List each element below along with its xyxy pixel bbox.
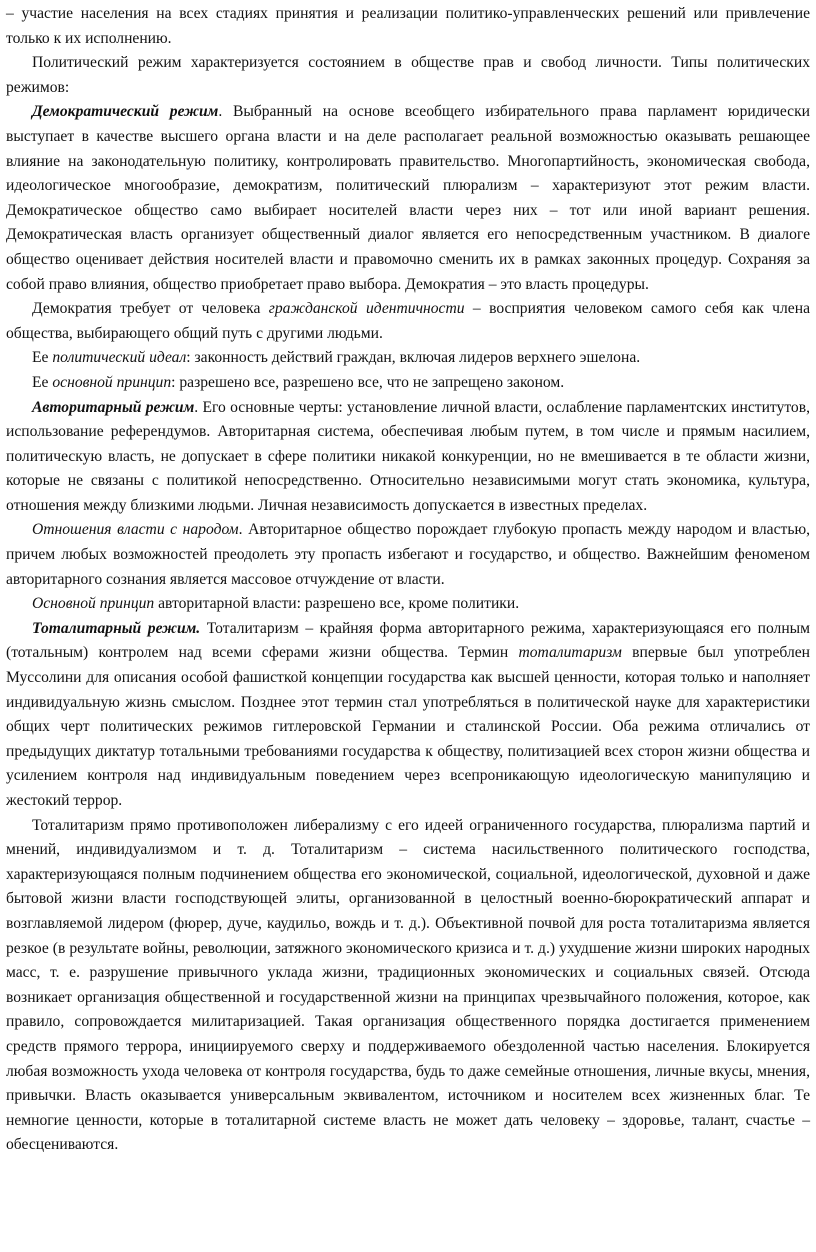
paragraph-p8	[6, 518, 810, 592]
body-text: Политический режим характеризуется состоянием в обществе прав и свобод личности. Типы политических режимов:	[6, 54, 810, 96]
body-text: – участие населения на всех стадиях принятия и реализации политико-управленческих решений или привлечение только к их исполнению.	[6, 5, 810, 47]
paragraph-p5	[6, 346, 810, 371]
section-heading: Тоталитарный режим.	[32, 619, 201, 637]
body-text: Тоталитаризм прямо противоположен либерализму с его идеей ограниченного государства, плюрализма партий и мнений, индивидуализмом и т. д. Тоталитаризм – система насильственного политического господства, характеризующаяся полным подчинением общества его экономической, социальной, идеологической, духовной и даже бытовой жизни власти господствующей элиты, организованной в целостный военно-бюрократический аппарат и возглавляемой лидером (фюрер, дуче, каудильо, вождь и т. д.). Объективной почвой для роста тоталитаризма является резкое (в результате войны, революции, затяжного экономического кризиса и т. д.) ухудшение жизни широких народных масс, т. е. разрушение привычного уклада жизни, традиционных экономических и социальных связей. Отсюда возникает организация общественной и государственной жизни на принципах чрезвычайного положения, которое, как правило, сопровождается милитаризацией. Такая организация общественного порядка достигается применением средств прямого террора, инициируемого сверху и поддерживаемого обездоленной частью населения. Блокируется любая возможность ухода человека от контроля государства, будь то даже семейные отношения, личные вкусы, мнения, привычки. Власть оказывается универсальным эквивалентом, источником и носителем всех жизненных благ. Те немногие ценности, которые в тоталитарной системе власть не может дать человеку – здоровье, талант, счастье – обесцениваются.	[6, 816, 810, 1154]
body-text: . Выбранный на основе всеобщего избирательного права парламент юридически выступает в качестве высшего органа власти и на деле располагает реальной возможностью оказывать решающее влияние на законодательную политику, контролировать правительство. Многопартийность, экономическая свобода, идеологическое многообразие, демократизм, политический плюрализм – характеризуют этот режим власти. Демократическое общество само выбирает носителей власти через них – тот или иной вариант решения. Демократическая власть организует общественный диалог является его непосредственным участником. В диалоге общество оценивает действия носителей власти и правомочно сменить их в рамках законных процедур. Сохраняя за собой право влияния, общество приобретает право выбора. Демократия – это власть процедуры.	[6, 103, 811, 293]
body-text: . Его основные черты: установление личной власти, ослабление парламентских институтов, использование референдумов. Авторитарная система, обеспечивая любым путем, в том числе и прямым насилием, политическую власть, не допускает в сфере политики никакой конкуренции, но не вмешивается в те области жизни, которые не связаны с политикой непосредственно. Относительно независимыми могут стать экономика, культура, отношения между близкими людьми. Личная независимость допускается в известных пределах.	[6, 398, 810, 514]
emphasized-term: гражданской идентичности	[268, 300, 465, 318]
body-text: Демократия требует от человека	[32, 300, 269, 318]
paragraph-p6	[6, 371, 810, 396]
paragraph-p3	[6, 100, 810, 297]
body-text: . Авторитарное общество порождает глубокую пропасть между народом и властью, причем любых возможностей преодолеть эту пропасть избегают и государство, и общество. Важнейшим феноменом авторитарного сознания является массовое отчуждение от власти.	[6, 521, 810, 588]
paragraph-p1	[6, 2, 810, 51]
body-text: Тоталитаризм – крайняя форма авторитарного режима, характеризующаяся его полным (тотальным) контролем над всеми сферами жизни общества. Термин	[6, 619, 811, 662]
body-text: – восприятия человеком самого себя как члена общества, выбирающего общий путь с другими людьми.	[6, 300, 810, 342]
emphasized-term: Основной принцип	[32, 595, 155, 613]
paragraph-p4	[6, 297, 810, 346]
emphasized-term: тоталитаризм	[518, 644, 622, 662]
body-text: : разрешено все, разрешено все, что не запрещено законом.	[171, 373, 565, 391]
body-text: впервые был употреблен Муссолини для описания особой фашисткой концепции государства как высшей ценности, которая только и наполняет индивидуальную жизнь смыслом. Позднее этот термин стал употребляться в политической науке для характеристики общих черт политических режимов гитлеровской Германии и сталинской России. Оба режима отличались от предыдущих диктатур тотальными требованиями государства к обществу, политизацией всех сторон жизни общества и усилением контроля над индивидуальным поведением через всепроникающую идеологическую манипуляцию и жестокий террор.	[6, 644, 810, 809]
paragraph-p11	[6, 814, 810, 1158]
emphasized-term: основной принцип	[52, 373, 172, 391]
body-text: Ее	[32, 373, 53, 391]
section-heading: Авторитарный режим	[32, 398, 195, 416]
paragraph-p2	[6, 51, 810, 100]
paragraph-p10	[6, 617, 810, 814]
body-text: Ее	[32, 349, 53, 367]
emphasized-term: Отношения власти с народом	[32, 521, 239, 539]
paragraph-p9	[6, 592, 810, 617]
section-heading: Демократический режим	[32, 103, 219, 121]
paragraph-p7	[6, 396, 810, 519]
body-text: авторитарной власти: разрешено все, кроме политики.	[154, 595, 520, 613]
body-text: : законность действий граждан, включая лидеров верхнего эшелона.	[186, 349, 641, 367]
emphasized-term: политический идеал	[52, 349, 187, 367]
